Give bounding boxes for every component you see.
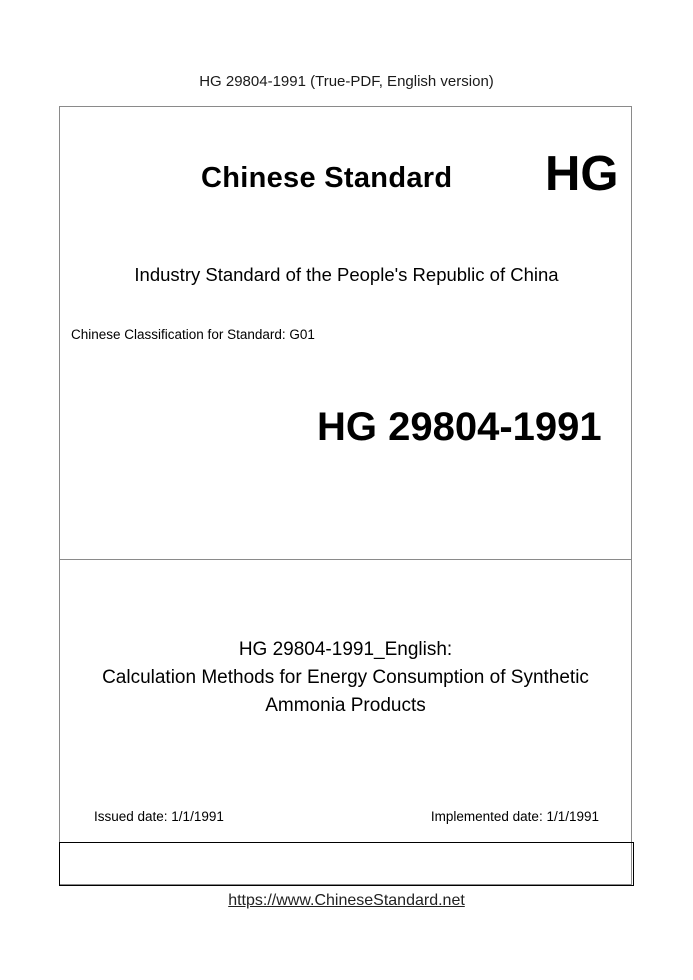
title-line: Ammonia Products	[265, 695, 426, 716]
classification-line: Chinese Classification for Standard: G01	[71, 327, 315, 342]
title-line: HG 29804-1991_English:	[238, 639, 453, 660]
cover-heading: Chinese Standard	[201, 162, 453, 194]
document-title	[59, 636, 632, 720]
implemented-date: Implemented date: 1/1/1991	[430, 809, 599, 824]
document-tag-header: HG 29804-1991 (True-PDF, English version)	[199, 73, 494, 90]
standard-number: HG 29804-1991	[317, 405, 602, 449]
bottom-empty-box	[59, 842, 634, 886]
cover-frame	[59, 106, 632, 885]
title-line: Calculation Methods for Energy Consumption of Synthetic	[102, 667, 589, 688]
section-divider	[59, 559, 632, 560]
standard-mark: HG	[545, 147, 619, 201]
website-link[interactable]: https://www.ChineseStandard.net	[228, 892, 465, 909]
issued-date: Issued date: 1/1/1991	[94, 809, 224, 824]
cover-subheading: Industry Standard of the People's Republic of China	[134, 264, 559, 285]
footer-link-container	[0, 892, 693, 910]
